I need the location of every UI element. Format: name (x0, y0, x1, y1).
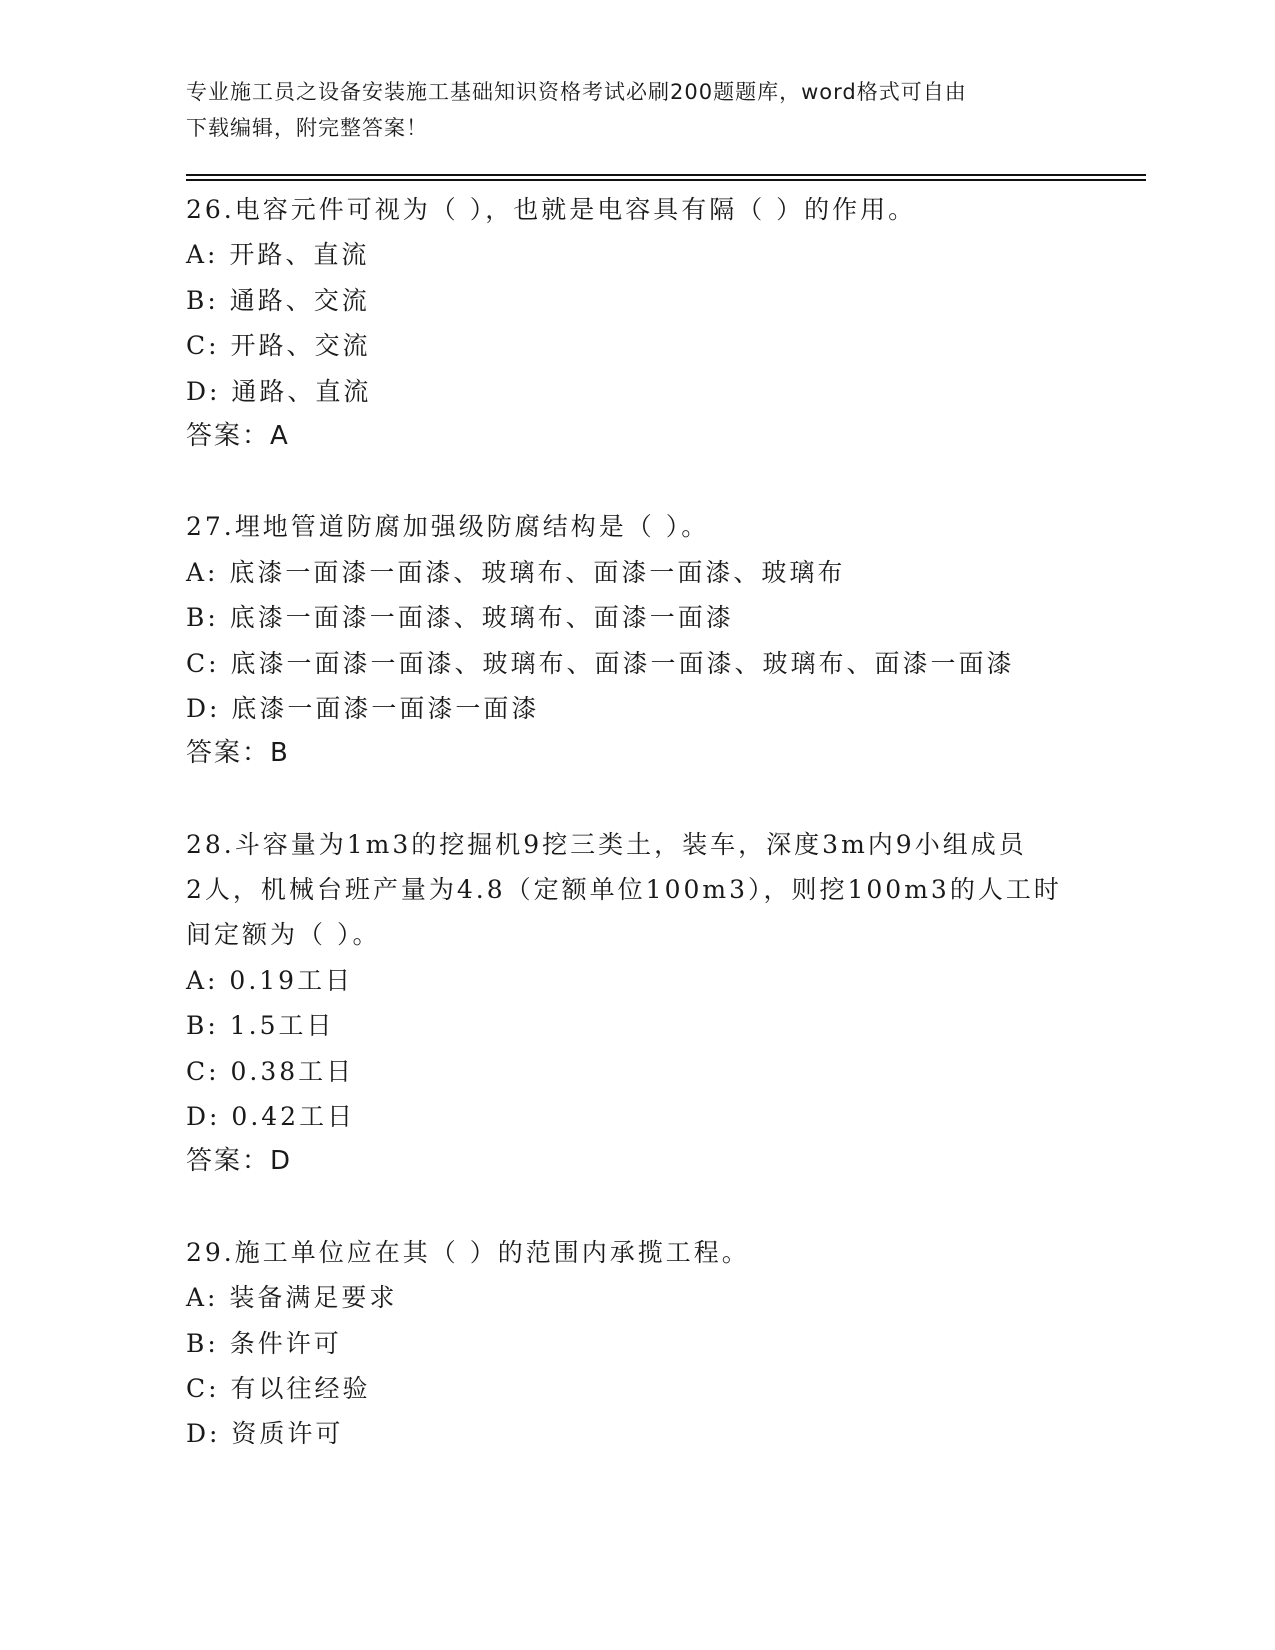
option-b: B: 1.5工日 (186, 1011, 335, 1041)
question-stem: 29.施工单位应在其（ ）的范围内承揽工程。 (186, 1237, 750, 1267)
question-stem: 26.电容元件可视为（ ），也就是电容具有隔（ ）的作用。 (186, 195, 917, 224)
option-a: A: 开路、直流 (186, 240, 370, 270)
header-divider-top (186, 174, 1146, 176)
question-stem-line-1: 28.斗容量为1m3的挖掘机9挖三类土，装车，深度3m内9小组成员 (186, 829, 1027, 859)
question-28 (186, 822, 1086, 1185)
question-26 (186, 187, 1086, 459)
option-c: C: 有以往经验 (186, 1373, 371, 1403)
option-d: D: 底漆一面漆一面漆一面漆 (186, 693, 540, 723)
question-27 (186, 504, 1086, 776)
question-29 (186, 1230, 1086, 1457)
option-c: C: 底漆一面漆一面漆、玻璃布、面漆一面漆、玻璃布、面漆一面漆 (186, 648, 1015, 678)
answer-label: 答案：A (186, 420, 290, 451)
option-c: C: 0.38工日 (186, 1056, 355, 1086)
header-divider-bottom (186, 179, 1146, 181)
answer-label: 答案：D (186, 1146, 293, 1177)
header-line-1: 专业施工员之设备安装施工基础知识资格考试必刷200题题库，word格式可自由 (186, 80, 967, 104)
option-b: B: 条件许可 (186, 1328, 342, 1358)
option-c: C: 开路、交流 (186, 331, 371, 361)
option-d: D: 通路、直流 (186, 376, 372, 406)
option-a: A: 底漆一面漆一面漆、玻璃布、面漆一面漆、玻璃布 (186, 557, 846, 587)
option-d: D: 0.42工日 (186, 1102, 356, 1132)
option-b: B: 通路、交流 (186, 285, 370, 315)
option-d: D: 资质许可 (186, 1419, 344, 1449)
option-a: A: 装备满足要求 (186, 1283, 398, 1313)
question-list (186, 187, 1086, 1502)
option-b: B: 底漆一面漆一面漆、玻璃布、面漆一面漆 (186, 603, 734, 633)
document-header (186, 74, 1066, 146)
question-stem: 27.埋地管道防腐加强级防腐结构是（ ）。 (186, 512, 710, 542)
option-a: A: 0.19工日 (186, 965, 354, 995)
question-stem-line-2: 2人，机械台班产量为4.8（定额单位100m3），则挖100m3的人工时 (186, 875, 1062, 905)
question-stem-line-3: 间定额为（ ）。 (186, 920, 381, 950)
answer-label: 答案：B (186, 738, 290, 769)
header-line-2: 下载编辑，附完整答案！ (186, 116, 428, 140)
